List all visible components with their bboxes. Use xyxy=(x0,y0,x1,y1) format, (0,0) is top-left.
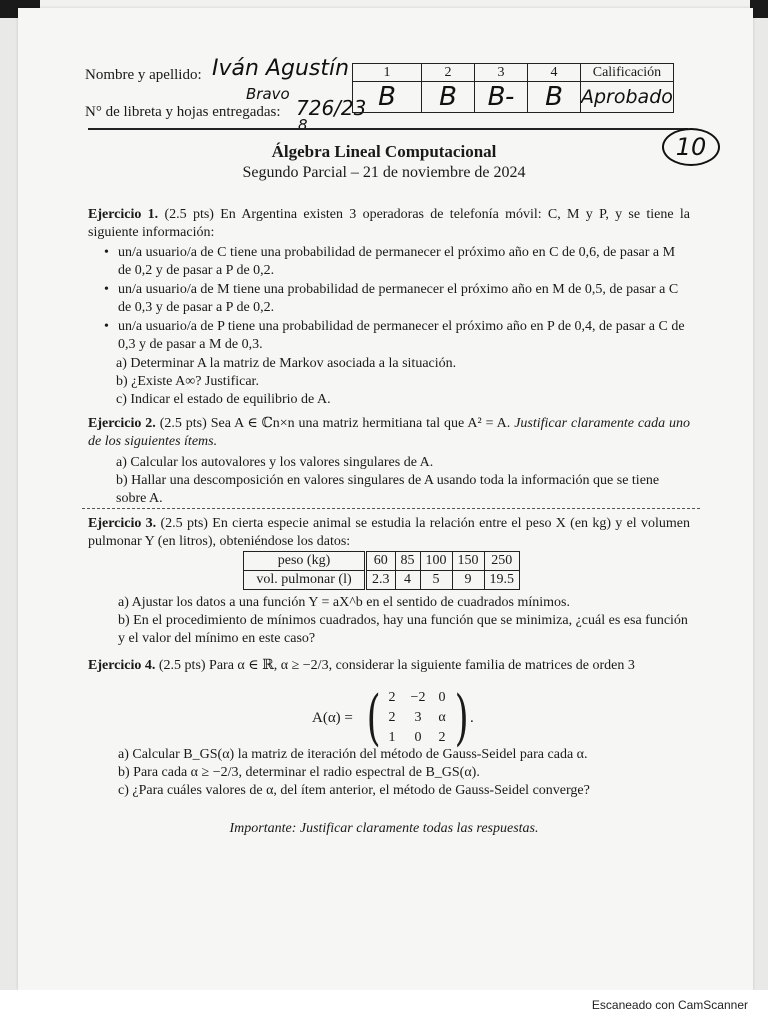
matrix-cell: α xyxy=(438,710,446,725)
data-row2-label: vol. pulmonar (l) xyxy=(244,571,366,590)
data-cell: 60 xyxy=(366,552,396,571)
hojas-handwritten: 8 xyxy=(298,116,308,134)
ej3-label: Ejercicio 3. xyxy=(88,516,157,531)
ej2-intro-italic: Justificar claramente cada uno de los siguientes ítems. xyxy=(88,416,691,449)
matrix-cell: 0 xyxy=(414,730,422,745)
matrix-cell: 2 xyxy=(438,730,446,745)
grade-header-3: 3 xyxy=(475,64,528,82)
grade-header-2: 2 xyxy=(422,64,475,82)
libreta-handwritten: 726/23 xyxy=(296,96,367,120)
grade-value-3: B- xyxy=(475,82,528,113)
ej3-item-b: b) En el procedimiento de mínimos cuadrados, hay una función que se minimiza, ¿cuál es esa función y el valor del mínimo en este caso? xyxy=(118,613,688,646)
ej1-item-a: a) Determinar A la matriz de Markov asociada a la situación. xyxy=(116,356,457,371)
matrix-period: . xyxy=(470,710,474,726)
data-cell: 85 xyxy=(395,552,420,571)
grade-header-1: 1 xyxy=(353,64,422,82)
ej1-bullet-1: • un/a usuario/a de C tiene una probabilidad de permanecer el próximo año en C de 0,6, de pasar a M de 0,2 y de pasar a P de 0,2. xyxy=(118,244,688,280)
matrix-body xyxy=(366,683,469,753)
data-cell: 150 xyxy=(452,552,484,571)
ej3-item-a: a) Ajustar los datos a una función Y = aX^b en el sentido de cuadrados mínimos. xyxy=(118,595,570,610)
name-handwritten: Iván Agustín xyxy=(212,56,350,81)
page-subtitle: Segundo Parcial – 21 de noviembre de 2024 xyxy=(242,164,526,181)
ej1-label: Ejercicio 1. xyxy=(88,207,159,222)
ej2-intro-text: (2.5 pts) Sea A ∈ ℂn×n una matriz hermitiana tal que A² = A. xyxy=(159,416,511,431)
ej4-item-a: a) Calcular B_GS(α) la matriz de iteración del método de Gauss-Seidel para cada α. xyxy=(118,747,588,762)
final-grade-circle: 10 xyxy=(662,128,720,166)
ej2-label: Ejercicio 2. xyxy=(88,416,156,431)
grade-value-4: B xyxy=(528,82,581,113)
grades-table xyxy=(352,63,674,113)
libreta-label: N° de libreta y hojas entregadas: xyxy=(85,104,281,120)
left-paren: ( xyxy=(366,683,381,753)
matrix-cell: −2 xyxy=(410,690,426,705)
data-cell: 250 xyxy=(484,552,520,571)
data-cell: 9 xyxy=(452,571,484,590)
ej4-item-b: b) Para cada α ≥ −2/3, determinar el radio espectral de B_GS(α). xyxy=(118,765,480,780)
ej1-item-c: c) Indicar el estado de equilibrio de A. xyxy=(116,392,331,407)
data-cell: 4 xyxy=(395,571,420,590)
ej3-intro xyxy=(88,515,690,551)
ej1-bullet-2: • un/a usuario/a de M tiene una probabilidad de permanecer el próximo año en M de 0,5, de pasar a C de 0,3 y de pasar a P de 0,2. xyxy=(118,281,688,317)
ej1-intro xyxy=(88,206,690,242)
page-title: Álgebra Lineal Computacional xyxy=(271,142,497,161)
grade-value-final: Aprobado xyxy=(581,82,674,113)
grade-value-2: B xyxy=(422,82,475,113)
matrix-label: A(α) = xyxy=(312,710,353,726)
ej2-item-a: a) Calcular los autovalores y los valores singulares de A. xyxy=(116,455,434,470)
ej1-bullet-3: • un/a usuario/a de P tiene una probabilidad de permanecer el próximo año en P de 0,4, de pasar a C de 0,3 y de pasar a M de 0,3. xyxy=(118,318,688,354)
data-table xyxy=(243,551,520,590)
right-paren: ) xyxy=(454,683,469,753)
fold-line xyxy=(82,508,700,509)
grade-header-final: Calificación xyxy=(581,64,674,82)
ej3-intro-text: (2.5 pts) En cierta especie animal se estudia la relación entre el peso X (en kg) y el volumen pulmonar Y (en litros), obteniéndose los datos: xyxy=(88,516,690,549)
ej4-label: Ejercicio 4. xyxy=(88,658,156,673)
important-note: Importante: Justificar claramente todas las respuestas. xyxy=(229,821,539,836)
ej2-item-b: b) Hallar una descomposición en valores singulares de A usando toda la información que se tiene sobre A. xyxy=(116,473,660,506)
data-cell: 100 xyxy=(420,552,452,571)
ej4-item-c: c) ¿Para cuáles valores de α, del ítem anterior, el método de Gauss-Seidel converge? xyxy=(118,783,590,798)
ej2-intro xyxy=(88,415,690,451)
matrix-cell: 2 xyxy=(388,690,396,705)
ej1-intro-text: (2.5 pts) En Argentina existen 3 operadoras de telefonía móvil: C, M y P, y se tiene la siguiente información: xyxy=(88,207,690,240)
matrix-cell: 2 xyxy=(388,710,396,725)
grade-value-1: B xyxy=(353,82,422,113)
grade-header-4: 4 xyxy=(528,64,581,82)
ej4-intro xyxy=(88,657,690,675)
matrix-cell: 3 xyxy=(414,710,422,725)
data-cell: 5 xyxy=(420,571,452,590)
matrix-cell: 0 xyxy=(438,690,446,705)
ej1-item-b: b) ¿Existe A∞? Justificar. xyxy=(116,374,259,389)
scanner-watermark: Escaneado con CamScanner xyxy=(591,998,748,1012)
scanner-footer xyxy=(0,990,768,1024)
data-cell: 19.5 xyxy=(484,571,520,590)
ej4-intro-text: (2.5 pts) Para α ∈ ℝ, α ≥ −2/3, considerar la siguiente familia de matrices de orden 3 xyxy=(158,658,635,673)
name-label: Nombre y apellido: xyxy=(85,67,202,83)
data-row1-label: peso (kg) xyxy=(244,552,366,571)
header-rule xyxy=(88,128,688,130)
surname-handwritten: Bravo xyxy=(246,85,290,103)
data-cell: 2.3 xyxy=(366,571,396,590)
matrix-cell: 1 xyxy=(388,730,396,745)
